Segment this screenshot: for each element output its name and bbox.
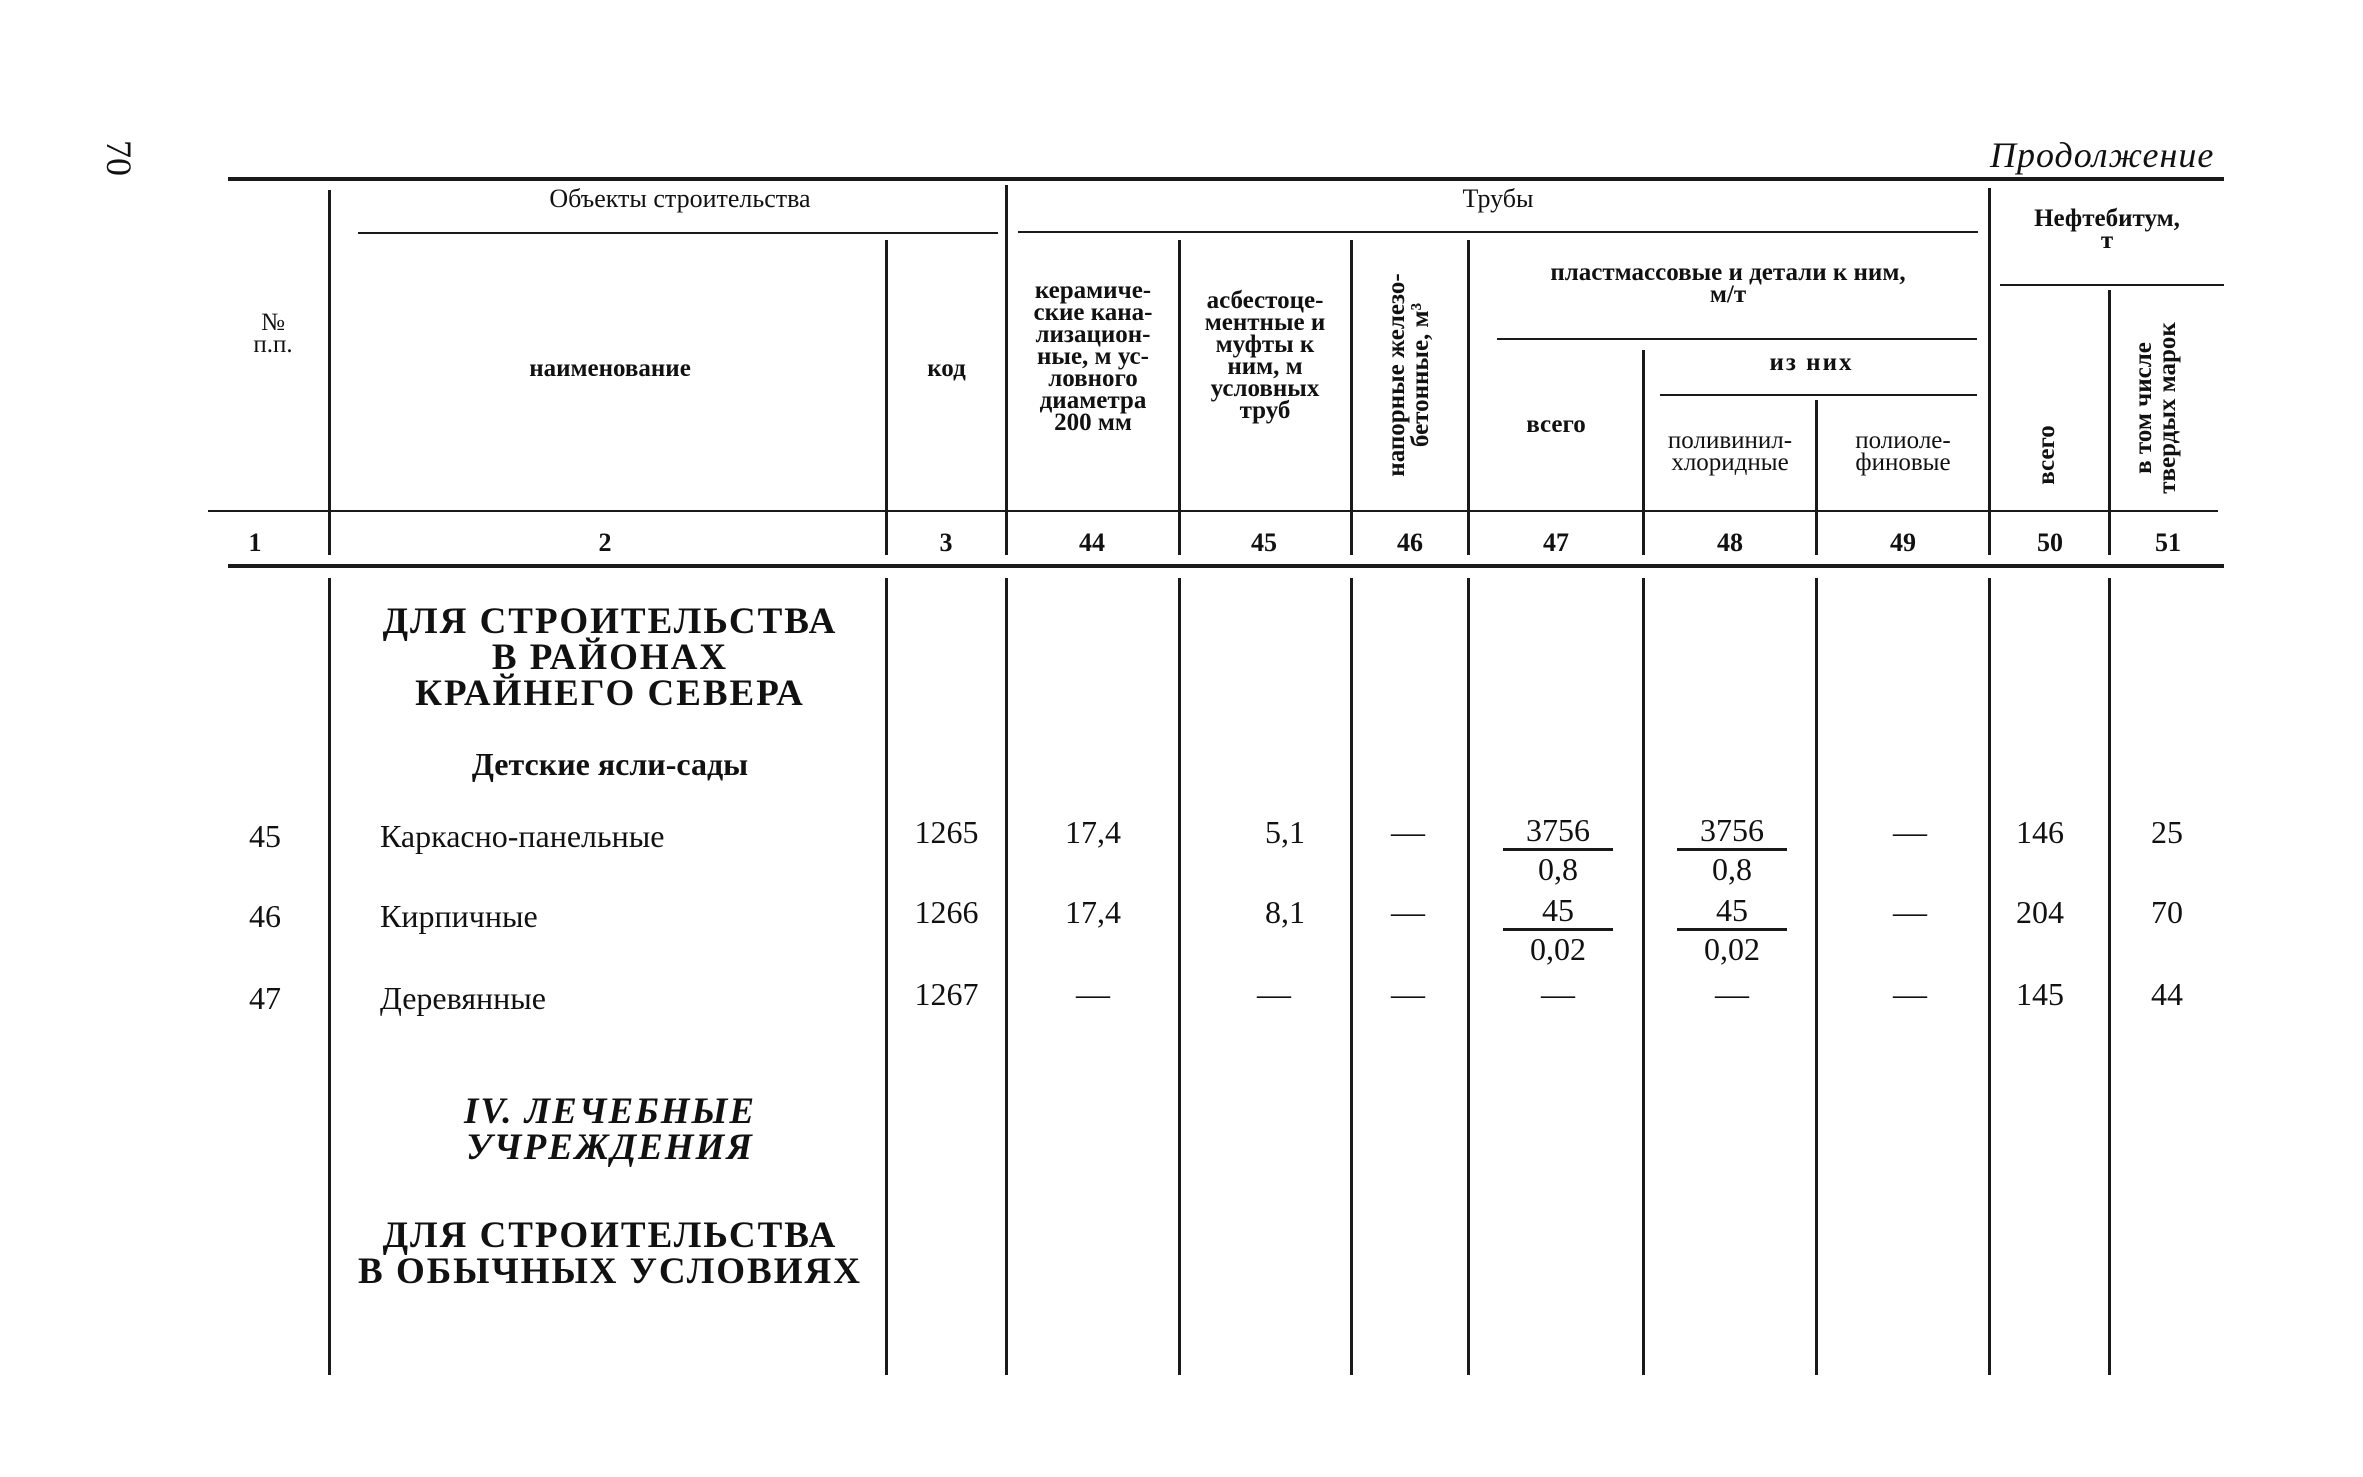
row-c49: — [1893, 894, 1927, 931]
section-medical: IV. ЛЕЧЕБНЫЕ УЧРЕЖДЕНИЯ [463, 1091, 757, 1168]
column-number-47: 47 [1543, 528, 1569, 557]
header-bitumen-hard: в том числе твердых марок [2130, 322, 2181, 494]
row-c47: — [1541, 976, 1575, 1013]
row-c47-fraction [1503, 814, 1613, 885]
header-polyolefin: полиоле- финовые [1855, 427, 1951, 476]
page-number: 70 [99, 140, 139, 176]
header-pipes: Трубы [1462, 184, 1534, 213]
row-c48-top: 3756 [1700, 812, 1764, 848]
table-top-rule [228, 177, 2224, 181]
row-c49: — [1893, 814, 1927, 851]
header-bottom-rule [228, 564, 2224, 568]
header-pvc: поливинил- хлоридные [1667, 427, 1793, 476]
header-ceramic: керамиче- ские кана- лизацион- ные, м ус- ловного диаметра 200 мм [1033, 277, 1153, 436]
row-c48-top: 45 [1716, 892, 1748, 928]
header-pressure: напорные железо- бетонные, м³ [1383, 273, 1434, 477]
row-c48-bottom: 0,02 [1704, 931, 1760, 967]
row-c45: — [1257, 976, 1291, 1013]
column-number-50: 50 [2037, 528, 2063, 557]
continuation-label: Продолжение [1990, 135, 2215, 175]
subsection-nurseries: Детские ясли-сады [471, 746, 749, 782]
row-c44: 17,4 [1065, 894, 1121, 930]
header-no: № п.п. [253, 309, 293, 358]
row-c47-top: 3756 [1526, 812, 1590, 848]
row-c45: 5,1 [1265, 814, 1305, 850]
header-bitumen-total: всего [2033, 425, 2060, 485]
row-c44: — [1076, 976, 1110, 1013]
row-c50: 204 [2016, 894, 2064, 930]
header-bitumen: Нефтебитум, т [2034, 205, 2180, 254]
row-c48-fraction [1677, 814, 1787, 885]
row-c47-bottom: 0,8 [1538, 851, 1578, 887]
column-number-44: 44 [1079, 528, 1105, 557]
row-c50: 145 [2016, 976, 2064, 1012]
row-c48: — [1715, 976, 1749, 1013]
row-c46: — [1391, 894, 1425, 931]
header-plastic: пластмассовые и детали к ним, м/т [1550, 259, 1906, 308]
row-code: 1265 [914, 814, 979, 850]
row-code: 1267 [914, 976, 979, 1012]
row-name: Кирпичные [380, 898, 538, 934]
row-no: 45 [249, 818, 281, 854]
row-c48-bottom: 0,8 [1712, 851, 1752, 887]
row-c44: 17,4 [1065, 814, 1121, 850]
column-number-51: 51 [2155, 528, 2181, 557]
column-number-45: 45 [1251, 528, 1277, 557]
row-c48-fraction [1677, 894, 1787, 965]
row-c49: — [1893, 976, 1927, 1013]
row-c47-fraction [1503, 894, 1613, 965]
row-name: Деревянные [380, 980, 546, 1016]
row-c51: 44 [2151, 976, 2183, 1012]
row-no: 46 [249, 898, 281, 934]
row-c50: 146 [2016, 814, 2064, 850]
section-normal-conditions: ДЛЯ СТРОИТЕЛЬСТВА В ОБЫЧНЫХ УСЛОВИЯХ [358, 1215, 862, 1292]
header-of-them: из них [1769, 349, 1854, 376]
row-c46: — [1391, 814, 1425, 851]
header-plastic-total: всего [1526, 411, 1586, 438]
row-name: Каркасно-панельные [380, 818, 665, 854]
row-c51: 70 [2151, 894, 2183, 930]
row-c47-bottom: 0,02 [1530, 931, 1586, 967]
column-number-3: 3 [939, 528, 953, 557]
column-number-49: 49 [1890, 528, 1916, 557]
header-asbestos: асбестоце- ментные и муфты к ним, м условных труб [1204, 287, 1326, 424]
row-c51: 25 [2151, 814, 2183, 850]
header-code: код [927, 355, 966, 382]
column-number-1: 1 [248, 528, 262, 557]
column-number-48: 48 [1717, 528, 1743, 557]
header-name: наименование [529, 355, 691, 382]
row-no: 47 [249, 980, 281, 1016]
row-c45: 8,1 [1265, 894, 1305, 930]
row-c46: — [1391, 976, 1425, 1013]
column-number-46: 46 [1397, 528, 1423, 557]
section-far-north: ДЛЯ СТРОИТЕЛЬСТВА В РАЙОНАХ КРАЙНЕГО СЕВЕРА [382, 601, 838, 714]
row-code: 1266 [914, 894, 979, 930]
column-number-2: 2 [598, 528, 612, 557]
row-c47-top: 45 [1542, 892, 1574, 928]
header-objects: Объекты строительства [549, 184, 811, 213]
